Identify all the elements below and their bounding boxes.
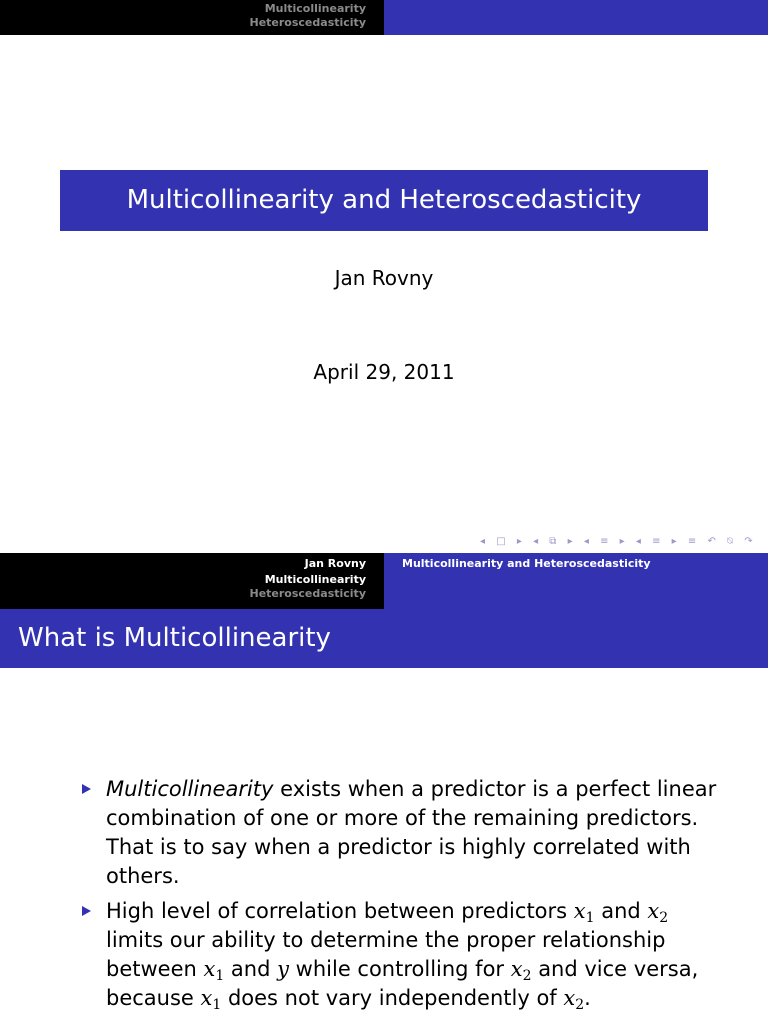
math-var: x xyxy=(203,957,216,981)
header-section-bar xyxy=(0,0,384,35)
nav-forward-icon[interactable]: ↷ xyxy=(744,536,754,547)
bullet-text: and xyxy=(594,899,648,923)
nav-prev-doc-icon[interactable]: ◂ xyxy=(635,536,642,547)
nav-next-subsection-icon[interactable]: ▸ xyxy=(567,536,574,547)
nav-prev-section-icon[interactable]: ◂ xyxy=(583,536,590,547)
math-x1 xyxy=(200,986,222,1013)
nav-prev-frame-icon[interactable]: ◂ xyxy=(480,536,487,547)
math-x2 xyxy=(647,899,669,926)
header-left-bar xyxy=(0,553,384,609)
presentation-author: Jan Rovny xyxy=(334,266,434,290)
math-subscript: 1 xyxy=(212,997,222,1013)
math-var: x xyxy=(510,957,523,981)
content-slide xyxy=(0,553,768,1024)
bullet-triangle-icon xyxy=(82,906,91,916)
bullet-text: does not vary independently of xyxy=(221,986,564,1010)
math-var: x xyxy=(647,899,660,923)
bullet-text: High level of correlation between predictors xyxy=(106,899,574,923)
math-var: x xyxy=(200,986,213,1010)
frame-title: What is Multicollinearity xyxy=(18,623,331,653)
navigation-symbols xyxy=(480,536,768,550)
nav-next-frame-icon[interactable]: ▸ xyxy=(516,536,523,547)
bullet-text: and vice versa, because xyxy=(106,957,699,1010)
bullet-triangle-icon xyxy=(82,784,91,794)
math-subscript: 2 xyxy=(575,997,585,1013)
header-section-multicollinearity[interactable]: Multicollinearity xyxy=(264,2,366,15)
presentation-date: April 29, 2011 xyxy=(313,360,455,384)
math-subscript: 1 xyxy=(585,910,595,926)
bullet-text: limits our ability to determine the proper relationship between xyxy=(106,928,666,981)
nav-appendix-icon[interactable]: ≡ xyxy=(687,536,698,547)
math-y: y xyxy=(277,957,289,981)
bullet-text: and xyxy=(224,957,278,981)
nav-subsection-icon[interactable]: ⧉ xyxy=(549,536,558,547)
bullet-list xyxy=(82,775,722,1019)
math-x1 xyxy=(573,899,595,926)
bullet-text: exists when a predictor is a perfect linear combination of one or more of the remaining predictors. That is to say when a predictor is highly correlated with others. xyxy=(106,777,717,888)
nav-prev-subsection-icon[interactable]: ◂ xyxy=(533,536,540,547)
header-right-bar xyxy=(384,553,768,609)
term-multicollinearity: Multicollinearity xyxy=(106,777,274,801)
nav-back-icon[interactable]: ↶ xyxy=(707,536,717,547)
nav-next-doc-icon[interactable]: ▸ xyxy=(671,536,678,547)
math-subscript: 1 xyxy=(215,968,225,984)
presentation-title: Multicollinearity and Heteroscedasticity xyxy=(60,170,708,231)
nav-search-icon[interactable]: ⍉ xyxy=(727,536,735,547)
math-x2 xyxy=(563,986,585,1013)
nav-frame-icon[interactable]: □ xyxy=(496,536,507,547)
list-item xyxy=(82,897,722,1013)
math-var: x xyxy=(563,986,576,1010)
header-section-heteroscedasticity[interactable]: Heteroscedasticity xyxy=(249,16,366,29)
header-title: Multicollinearity and Heteroscedasticity xyxy=(402,557,651,570)
math-x1 xyxy=(203,957,225,984)
header-section-heteroscedasticity[interactable]: Heteroscedasticity xyxy=(249,587,366,600)
frame-title-bar xyxy=(0,609,768,668)
math-subscript: 2 xyxy=(522,968,532,984)
header-blue-bar xyxy=(384,0,768,35)
header-author: Jan Rovny xyxy=(304,557,366,570)
nav-doc-icon[interactable]: ≡ xyxy=(652,536,662,547)
nav-section-icon[interactable]: ≡ xyxy=(600,536,610,547)
bullet-text: . xyxy=(584,986,591,1010)
list-item xyxy=(82,775,722,891)
bullet-text: while controlling for xyxy=(288,957,511,981)
math-subscript: 2 xyxy=(659,910,669,926)
math-var: x xyxy=(573,899,586,923)
nav-next-section-icon[interactable]: ▸ xyxy=(619,536,626,547)
header-section-multicollinearity[interactable]: Multicollinearity xyxy=(264,573,366,586)
math-x2 xyxy=(510,957,532,984)
